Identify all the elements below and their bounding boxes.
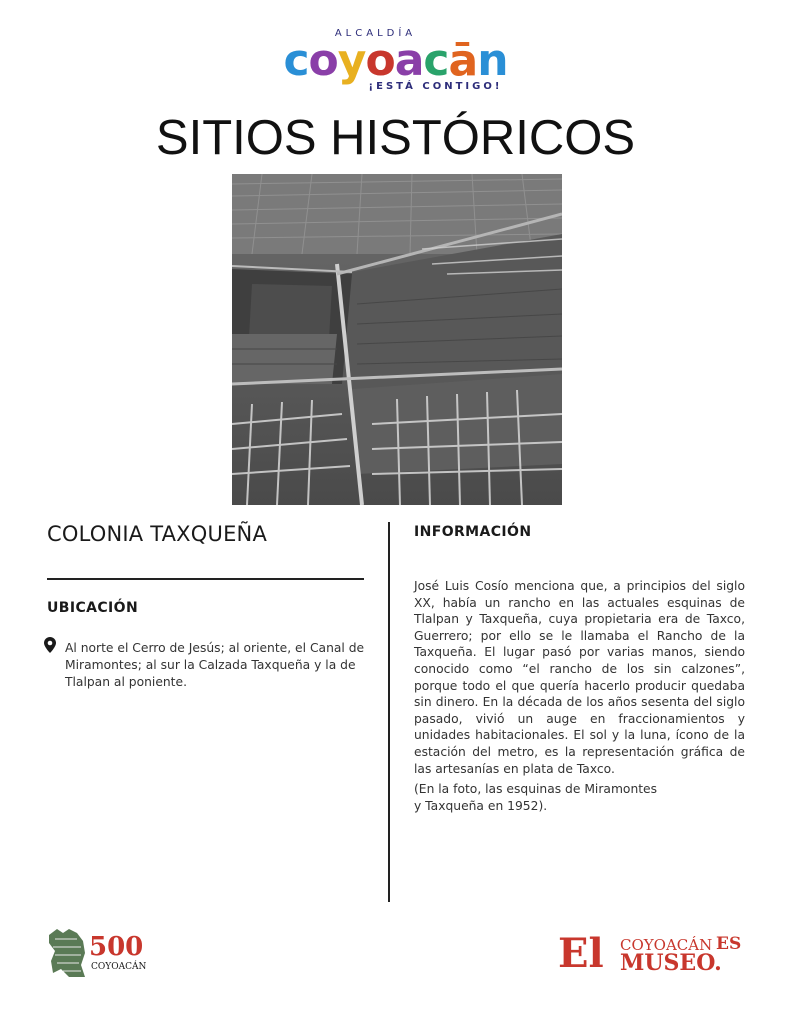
coyote-glyph-icon xyxy=(49,929,85,977)
logo-letter: c xyxy=(423,35,449,86)
divider-rule xyxy=(47,578,364,580)
logo-500-number: 500 xyxy=(89,932,144,962)
logo-letter: n xyxy=(477,35,508,86)
info-heading: INFORMACIÓN xyxy=(414,524,532,540)
logo-500-coyoacan xyxy=(47,925,167,980)
museo-coyoacan: COYOACÁN xyxy=(620,936,713,954)
museo-museo: MUSEO. xyxy=(620,950,722,976)
logo-letter: y xyxy=(337,35,366,86)
coyoacan-es-museo-logo xyxy=(558,930,748,979)
page-title: SITIOS HISTÓRICOS xyxy=(155,111,636,165)
location-heading: UBICACIÓN xyxy=(47,600,139,616)
location-text: Al norte el Cerro de Jesús; al oriente, el Canal de Miramontes; al sur la Calzada Taxqueña y la de Tlalpan al poniente. xyxy=(65,641,365,689)
logo-500-sub: COYOACÁN xyxy=(91,962,147,972)
logo-tagline: ¡ESTÁ CONTIGO! xyxy=(368,81,503,92)
caption-line: y Taxqueña en 1952). xyxy=(414,798,548,813)
logo-letter: o xyxy=(365,35,395,86)
map-pin-icon xyxy=(44,637,56,653)
museo-es: ES xyxy=(716,934,742,954)
museo-el: El xyxy=(558,930,604,977)
info-body: José Luis Cosío menciona que, a principios del siglo XX, había un rancho en las actuales esquinas de Tlalpan y Taxqueña, cuya propietaria era de Taxco, Guerrero; por ello se le llamaba el Rancho de la Taxqueña. El lugar pasó por varias manos, siendo conocido como “el rancho de los sin calzones”, porque todo el que quería hacerlo producir quedaba sin dinero. En la década de los años sesenta del siglo pasado, vivió un auge en fraccionamientos y unidades habitacionales. El sol y la luna, ícono de la estación del metro, es la representación gráfica de las artesanías en plata de Taxco. xyxy=(414,579,745,776)
column-divider xyxy=(388,522,390,902)
photo-caption xyxy=(414,781,745,814)
logo-letter: c xyxy=(283,35,309,86)
logo-letter: a xyxy=(394,35,424,86)
aerial-photo xyxy=(232,174,562,505)
caption-line: (En la foto, las esquinas de Miramontes xyxy=(414,782,658,796)
logo-kicker: ALCALDÍA xyxy=(334,28,417,39)
coyoacan-logo xyxy=(0,28,791,92)
logo-letter: ā xyxy=(448,35,478,86)
site-name: COLONIA TAXQUEÑA xyxy=(47,522,268,546)
logo-wordmark xyxy=(0,35,791,86)
logo-letter: o xyxy=(308,35,338,86)
